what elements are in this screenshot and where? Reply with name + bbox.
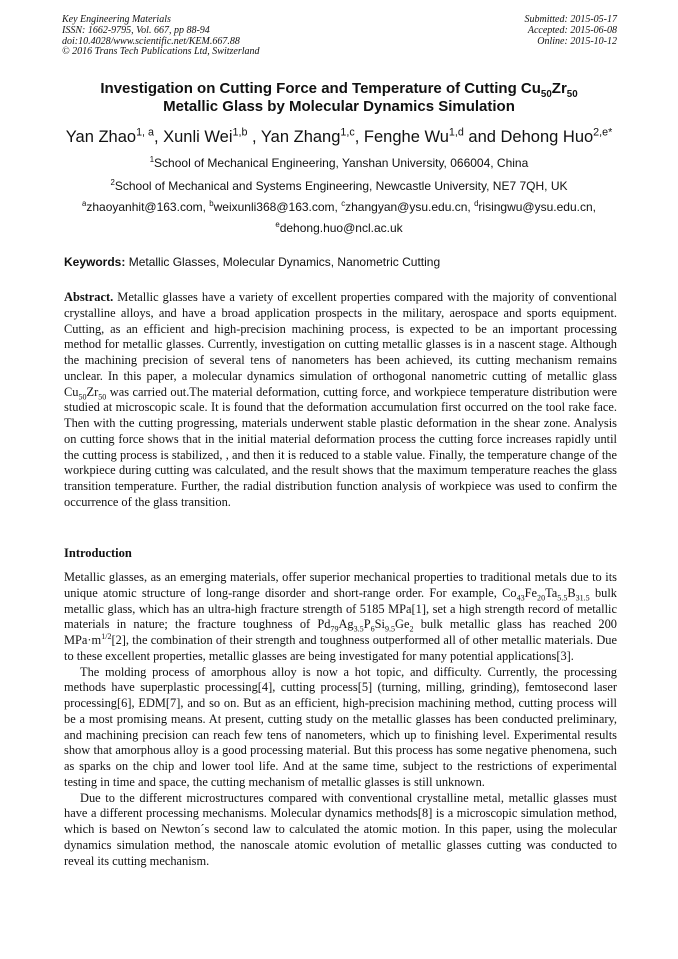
email-link: zhaoyanhit@163.com, [86, 200, 210, 214]
keywords-text: Metallic Glasses, Molecular Dynamics, Nanometric Cutting [125, 255, 441, 269]
header-left [62, 15, 260, 58]
copyright-line: © 2016 Trans Tech Publications Ltd, Switzerland [62, 46, 260, 58]
abstract-label: Abstract. [64, 290, 114, 304]
title-line-2: Metallic Glass by Molecular Dynamics Simulation [163, 98, 515, 115]
intro-paragraph-2: The molding process of amorphous alloy is now a hot topic, and difficulty. Currently, the processing methods have superplastic processing[4], cutting process[5] (turning, milling, grinding), femtosecond laser processing[6], EDM[7], and so on. But as an efficient, high-precision machining method, cutting process will be a most promising means. At present, cutting study on the metallic glasses has been conducted preliminary, and machining precision can reach few tens of nanometers, which up to finishing level. Experimental results show that amorphous alloy is a good processing material. But this process has some negative phenomena, such as sparks on the chip and lower tool life. And at the same time, subject to the restrictions of experimental testing in time and space, the cutting mechanism of metallic glasses is still unknown. [64, 664, 617, 789]
doi-line: doi:10.4028/www.scientific.net/KEM.667.88 [62, 35, 240, 47]
author-name: Fenghe Wu [363, 128, 449, 146]
email-link: risingwu@ysu.edu.cn, [478, 200, 596, 214]
paper-title [40, 80, 638, 116]
author-name: Yan Zhao [65, 128, 137, 146]
author-name: Dehong Huo [500, 128, 594, 146]
intro-paragraph-1: Metallic glasses, as an emerging materials, offer superior mechanical properties to traditional metals due to its unique atomic structure of long-range disorder and short-range order. For example, $Co_{43}Fe_{20}Ta_{5.5}B_{31.5}$ bulk metallic glass, which has an ultra-high fracture strength of 5185 MPa[1], set a high strength record of metallic materials in nature; the fracture toughness of $Pd_{79}Ag_{3.5}P_6Si_{9.5}Ge_2$ bulk metallic glass has reached 200 $MPa\cdot m^{1/2}[2]$, the combination of their strength and toughness outperformed all of other metallic materials. Due to these excellent properties, metallic glasses are being investigated for many potential applications[3]. [64, 570, 617, 663]
email-line-2: $^e$dehong.huo@ncl.ac.uk [275, 220, 403, 235]
affiliation-1: $^1$School of Mechanical Engineering, Yanshan University, 066004, China [149, 155, 529, 170]
introduction-body [64, 570, 617, 869]
header-right [525, 15, 618, 47]
email-link: dehong.huo@ncl.ac.uk [279, 221, 403, 235]
issn-line: ISSN: 1662-9795, Vol. 667, pp 88-94 [62, 24, 210, 36]
title-line-1: Investigation on Cutting Force and Temperature of Cutting $Cu_{50}Zr_{50}$ [100, 80, 578, 100]
keywords [64, 255, 440, 269]
submitted-date: Submitted: 2015-05-17 [524, 14, 617, 25]
author-name: Yan Zhang [260, 128, 341, 146]
keywords-label: Keywords: [64, 255, 126, 269]
affiliation-2: $^2$School of Mechanical and Systems Engineering, Newcastle University, NE7 7QH, UK [110, 178, 568, 193]
accepted-date: Accepted: 2015-06-08 [527, 24, 617, 36]
email-line-1: $^a$zhaoyanhit@163.com, $^b$weixunli368@163.com, $^c$zhangyan@ysu.edu.cn, $^d$risingwu@ysu.edu.cn, [82, 199, 596, 214]
introduction-heading: Introduction [64, 546, 132, 560]
online-date: Online: 2015-10-12 [537, 35, 617, 47]
abstract-paragraph: Abstract. Metallic glasses have a variety of excellent properties compared with the majority of conventional crystalline alloys, and have a broad application prospects in the military, aerospace and sports equipment. Cutting, as an efficient and high-precision machining process, is expected to be an important processing method for metallic glasses. Currently, investigation on cutting metallic glasses is in a nascent stage. Although the machining precision of several tens of nanometers has been achieved, its cutting mechanism remains unclear. In this paper, a molecular dynamics simulation of orthogonal nanometric cutting of metallic glass $Cu_{50}Zr_{50}$ was carried out.The material deformation, cutting force, and workpiece temperature distribution were studied at microscopic scale. It is found that the deformation accumulation first occurred on the tool rake face. Then with the cutting progressing, materials underwent stable plastic deformation in the shear zone. Analysis on cutting force shows that in the initial material deformation process the cutting force increases rapidly until the cutting process is stabilized, , and then it is reduced to a stable value. Finally, the temperature change of the workpiece during cutting was calculated, and the result shows that the maximum temperature reaches the glass transition temperature. Further, the radial distribution function analysis of workpiece was used to confirm the occurrence of the glass transition. [64, 290, 617, 509]
author-list: Yan Zhao$^{1, a}$, Xunli Wei$^{1,b}$ , Yan Zhang$^{1,c}$, Fenghe Wu$^{1,d}$ and Dehong Huo$^{2,e*}$ [65, 126, 613, 146]
abstract [64, 290, 617, 511]
email-link: zhangyan@ysu.edu.cn, [345, 200, 475, 214]
intro-paragraph-3: Due to the different microstructures compared with conventional crystalline metal, metallic glasses must have a different processing mechanisms. Molecular dynamics methods[8] is a microscopic simulation method, which is based on Newton´s second law to calculated the atomic motion. In this paper, using the molecular dynamics simulation method, the nanoscale atomic evolution of metallic glasses cutting was conducted to reveal its cutting mechanism. [64, 790, 617, 868]
email-link: weixunli368@163.com, [213, 200, 342, 214]
author-name: Xunli Wei [163, 128, 233, 146]
journal-name: Key Engineering Materials [62, 14, 171, 25]
